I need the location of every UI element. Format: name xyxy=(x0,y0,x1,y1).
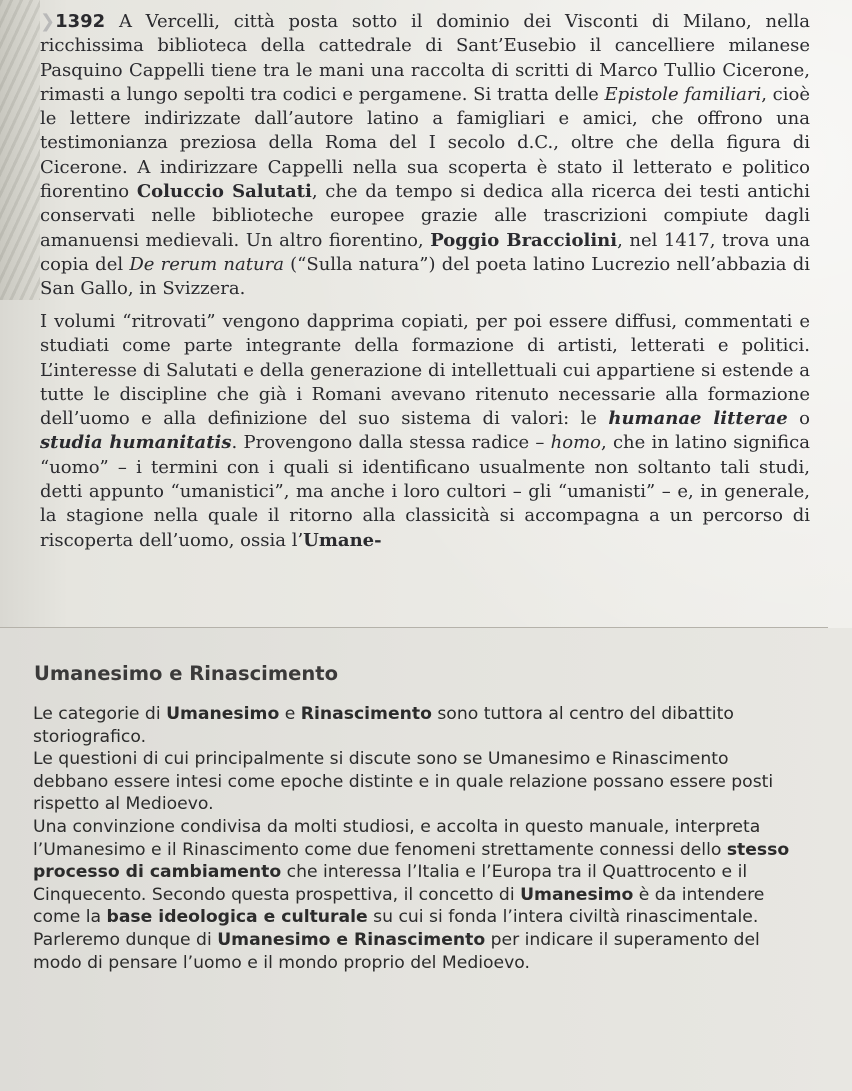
latin-term: humanae litterae xyxy=(608,408,788,430)
info-box-body xyxy=(33,703,803,974)
person-name: Poggio Bracciolini xyxy=(430,229,618,251)
info-box-paragraph: Una convinzione condivisa da molti studiosi, e accolta in questo manuale, interpreta l’Umanesimo e il Rinascimento come due fenomeni strettamente connessi dello stesso processo di cambiamento che interessa l’Italia e l’Europa tra il Quattrocento e il Cinquecento. Secondo questa prospettiva, il concetto di Umanesimo è da intendere come la base ideologica e culturale su cui si fonda l’intera civiltà rinascimentale. Parleremo dunque di Umanesimo e Rinascimento per indicare il superamento del modo di pensare l’uomo e il mondo proprio del Medioevo. xyxy=(33,816,790,973)
latin-term: studia humanitatis xyxy=(40,432,232,454)
key-term: Umane- xyxy=(303,529,382,551)
year-label: 1392 xyxy=(55,11,106,32)
paragraph-umanesimo: I volumi “ritrovati” vengono dapprima copiati, per poi essere diffusi, commentati e studiati come parte integrante della formazione di artisti, letterati e politici. L’interesse di Salutati e della generazione di intellettuali cui appartiene si estende a tutte le discipline che già i Romani avevano ritenuto necessarie alla formazione dell’uomo e alla definizione del suo sistema di valori: le humanae litterae o studia humanitatis. Provengono dalla stessa radice – homo, che in latino significa “uomo” – i termini con i quali si identificano usualmente non soltanto tali studi, detti appunto “umanistici”, ma anche i loro cultori – gli “umanisti” – e, in generale, la stagione nella quale il ritorno alla classicità si accompagna a un percorso di riscoperta dell’uomo, ossia l’Umane- xyxy=(40,311,810,551)
info-box-title: Umanesimo e Rinascimento xyxy=(34,662,338,685)
year-marker-icon: ❯ xyxy=(40,11,56,32)
info-box-paragraph: Le categorie di Umanesimo e Rinascimento sono tuttora al centro del dibattito storiografico. xyxy=(33,704,734,747)
person-name: Coluccio Salutati xyxy=(136,181,312,203)
paragraph-1392: ❯1392 A Vercelli, città posta sotto il dominio dei Visconti di Milano, nella ricchissima biblioteca della cattedrale di Sant’Eusebio il cancelliere milanese Pasquino Cappelli tiene tra le mani una raccolta di scritti di Marco Tullio Cicerone, rimasti a lungo sepolti tra codici e pergamene. Si tratta delle Epistole familiari, cioè le lettere indirizzate dall’autore latino a famigliari e amici, che offrono una testimonianza preziosa della Roma del I secolo d.C., oltre che della figura di Cicerone. A indirizzare Cappelli nella sua scoperta è stato il letterato e politico fiorentino Coluccio Salutati, che da tempo si dedica alla ricerca dei testi antichi conservati nelle biblioteche europee grazie alle trascrizioni compiute dagli amanuensi medievali. Un altro fiorentino, Poggio Bracciolini, nel 1417, trova una copia del De rerum natura (“Sulla natura”) del poeta latino Lucrezio nell’abbazia di San Gallo, in Svizzera. xyxy=(40,11,810,300)
latin-term: homo xyxy=(550,432,601,454)
work-title: De rerum natura xyxy=(129,253,284,275)
work-title: Epistole familiari xyxy=(604,83,762,105)
info-box-paragraph: Le questioni di cui principalmente si discute sono se Umanesimo e Rinascimento debbano essere intesi come epoche distinte e in quale relazione possano essere posti rispetto al Medioevo. xyxy=(33,749,774,815)
decorative-image-edge xyxy=(0,0,40,300)
